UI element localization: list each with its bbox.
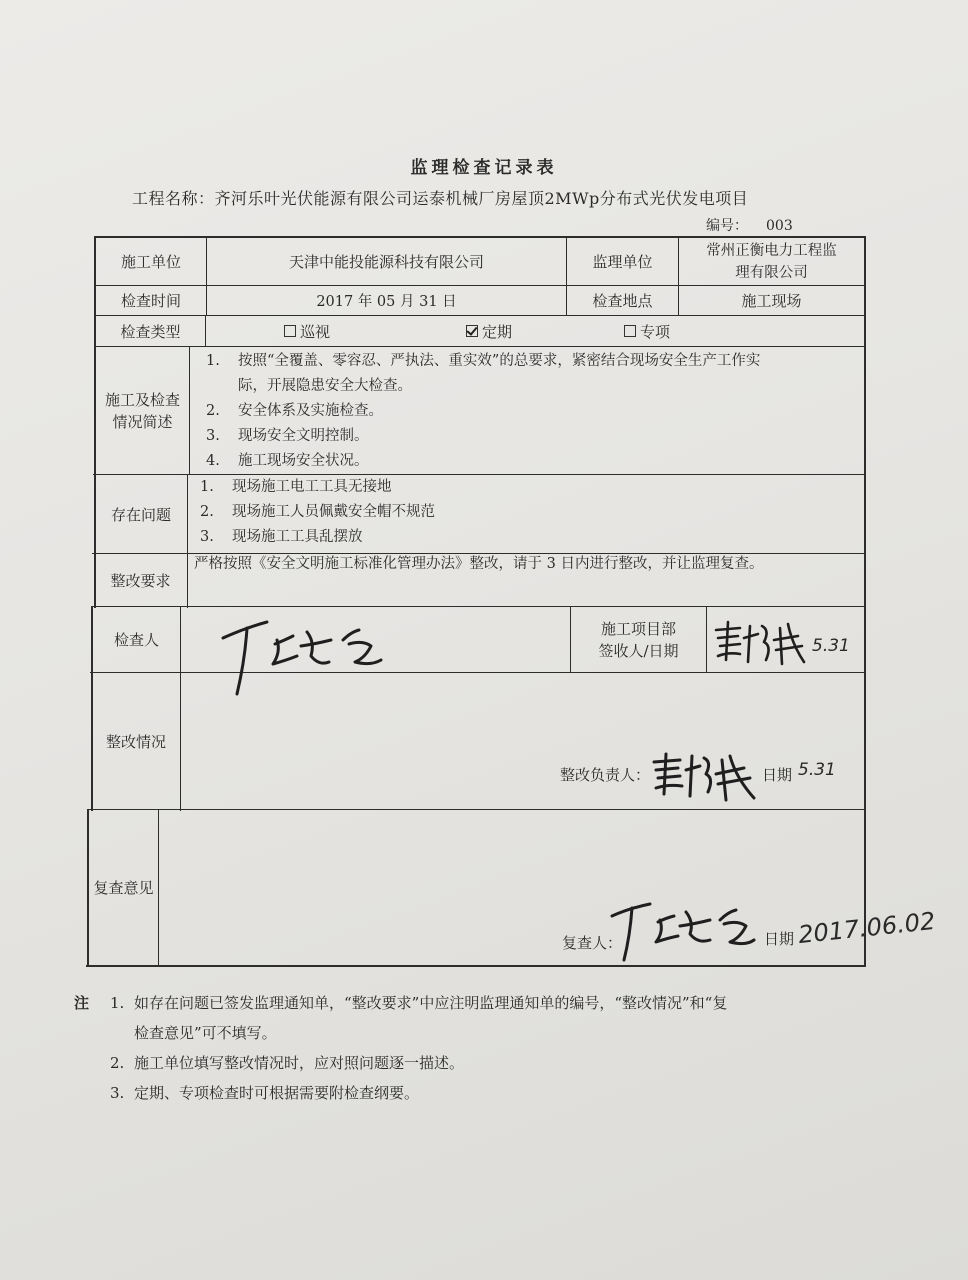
grid-line xyxy=(90,672,864,673)
receiver-date: 5.31 xyxy=(812,636,850,656)
check-type-option-patrol[interactable] xyxy=(284,316,344,346)
rectify-person-signature xyxy=(650,748,760,812)
checkbox-checked-icon[interactable] xyxy=(466,325,478,337)
construction-unit-label: 施工单位 xyxy=(120,253,181,271)
check-location-label: 检查地点 xyxy=(592,292,653,310)
receiver-label-line: 签收人/日期 xyxy=(598,641,679,660)
list-item: 2. 安全体系及实施检查。 xyxy=(206,403,383,419)
reviewer-signature xyxy=(606,896,756,966)
note-item: 检查意见”可不填写。 xyxy=(134,1024,277,1042)
notes-section xyxy=(74,988,728,1108)
note-item: 2. 施工单位填写整改情况时，应对照问题逐一描述。 xyxy=(110,1054,465,1072)
grid-line xyxy=(94,346,866,347)
rectify-status-label: 整改情况 xyxy=(105,732,166,751)
issues-list xyxy=(200,475,850,550)
list-item: 4. 施工现场安全状况。 xyxy=(206,453,369,469)
grid-line xyxy=(158,809,159,967)
review-date: 2017.06.02 xyxy=(796,906,937,950)
check-type-option-label: 专项 xyxy=(640,322,671,341)
receiver-label-line: 施工项目部 xyxy=(600,619,676,638)
check-type-option-label: 巡视 xyxy=(300,322,331,341)
list-item: 3. 现场安全文明控制。 xyxy=(206,428,369,444)
supervision-unit-label: 监理单位 xyxy=(592,253,653,271)
receiver-signature xyxy=(710,616,810,672)
grid-line xyxy=(180,606,181,811)
check-time-value: 2017 年 05 月 31 日 xyxy=(316,294,457,310)
review-label: 复查意见 xyxy=(93,879,154,897)
document-number-value: 003 xyxy=(766,218,793,234)
grid-line xyxy=(706,606,707,673)
grid-line xyxy=(864,236,866,967)
summary-list xyxy=(206,349,856,474)
supervision-unit-line: 理有限公司 xyxy=(735,264,808,281)
list-item: 1. 现场施工电工工具无接地 xyxy=(200,479,392,495)
construction-unit-value: 天津中能投能源科技有限公司 xyxy=(288,253,484,271)
summary-label xyxy=(96,347,189,474)
check-type-label: 检查类型 xyxy=(120,322,181,341)
supervision-unit-value xyxy=(679,238,864,285)
supervision-unit-line: 常州正衡电力工程监 xyxy=(706,242,837,259)
grid-line xyxy=(205,315,206,347)
checkbox-icon[interactable] xyxy=(624,325,636,337)
inspector-signature xyxy=(215,610,385,700)
inspector-label: 检查人 xyxy=(113,631,159,649)
list-item: 际，开展隐患安全大检查。 xyxy=(238,378,412,394)
project-name: 工程名称：齐河乐叶光伏能源有限公司运泰机械厂房屋顶2MWp分布式光伏发电项目 xyxy=(132,189,749,208)
review-date-label: 日期 xyxy=(764,930,795,948)
summary-label-line: 施工及检查 xyxy=(104,390,180,409)
grid-line xyxy=(189,346,190,475)
receiver-label xyxy=(571,607,706,672)
check-type-option-label: 定期 xyxy=(482,322,513,341)
document-title: 监理检查记录表 xyxy=(410,158,558,178)
grid-line xyxy=(187,474,188,608)
grid-line xyxy=(91,606,864,607)
check-type-option-special[interactable] xyxy=(624,316,684,346)
rectify-person-label: 整改负责人： xyxy=(560,766,651,784)
list-item: 2. 现场施工人员佩戴安全帽不规范 xyxy=(200,504,435,520)
check-location-value: 施工现场 xyxy=(741,292,802,310)
reviewer-label: 复查人： xyxy=(562,934,623,952)
check-time-label: 检查时间 xyxy=(120,292,181,310)
check-type-option-periodic[interactable] xyxy=(466,316,526,346)
checkbox-icon[interactable] xyxy=(284,325,296,337)
summary-label-line: 情况简述 xyxy=(112,412,173,431)
notes-label: 注 xyxy=(74,994,90,1012)
document-number-label: 编号： xyxy=(706,218,748,234)
rectify-requirement-value: 严格按照《安全文明施工标准化管理办法》整改，请于 3 日内进行整改，并让监理复查。 xyxy=(194,555,764,572)
note-item: 1. 如存在问题已签发监理通知单，“整改要求”中应注明监理通知单的编号，“整改情况”和“复 xyxy=(110,994,728,1012)
rectify-date: 5.31 xyxy=(798,760,836,780)
issues-label: 存在问题 xyxy=(110,505,171,524)
list-item: 3. 现场施工工具乱摆放 xyxy=(200,529,363,545)
list-item: 1. 按照“全覆盖、零容忍、严执法、重实效”的总要求，紧密结合现场安全生产工作实 xyxy=(206,353,761,369)
document-number xyxy=(706,215,793,235)
rectify-requirement-label: 整改要求 xyxy=(110,571,171,590)
rectify-date-label: 日期 xyxy=(762,766,793,784)
note-item: 3. 定期、专项检查时可根据需要附检查纲要。 xyxy=(110,1084,420,1102)
